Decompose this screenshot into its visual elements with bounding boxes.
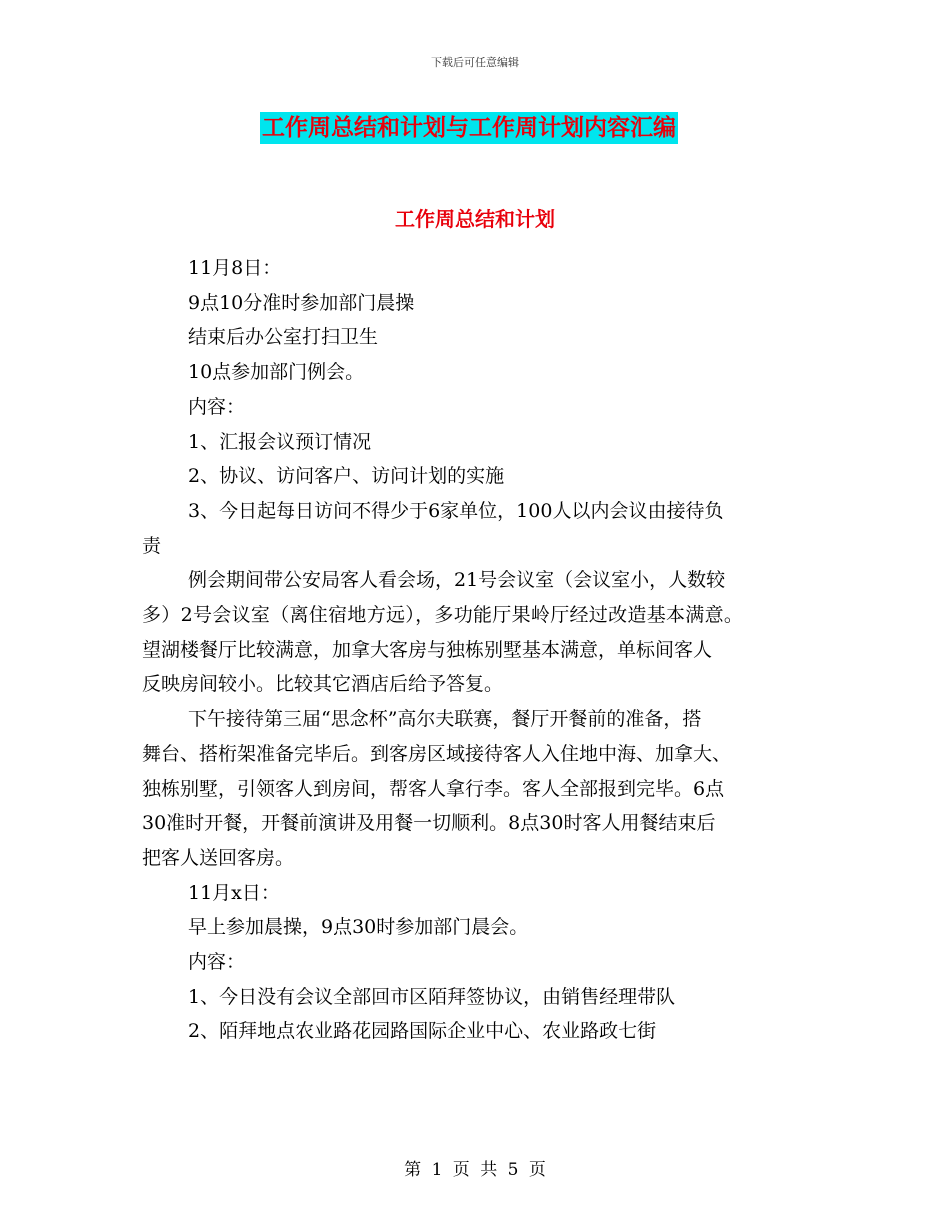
section-title: 工作周总结和计划: [395, 207, 555, 231]
paragraph-line: 望湖楼餐厅比较满意，加拿大客房与独栋别墅基本满意，单标间客人: [142, 638, 713, 661]
paragraph-morning-meeting: 早上参加晨操，9点30时参加部门晨会。: [188, 916, 529, 939]
list-item: 1、今日没有会议全部回市区陌拜签协议，由销售经理带队: [188, 985, 676, 1008]
paragraph-line: 30准时开餐，开餐前演讲及用餐一切顺利。8点30时客人用餐结束后: [142, 812, 716, 835]
paragraph-morning-exercise: 9点10分准时参加部门晨操: [188, 291, 415, 314]
paragraph-line: 下午接待第三届“思念杯”高尔夫联赛，餐厅开餐前的准备，搭: [188, 708, 702, 731]
paragraph-content-label-1: 内容：: [188, 395, 246, 418]
paragraph-department-meeting: 10点参加部门例会。: [188, 361, 365, 384]
list-item: 2、协议、访问客户、访问计划的实施: [188, 465, 505, 488]
paragraph-line: 独栋别墅，引领客人到房间，帮客人拿行李。客人全部报到完毕。6点: [142, 777, 725, 800]
paragraph-line: 多）2号会议室（离住宿地方远），多功能厅果岭厅经过改造基本满意。: [142, 604, 744, 627]
document-body: [142, 251, 832, 1049]
list-item: 2、陌拜地点农业路花园路国际企业中心、农业路政七街: [188, 1020, 657, 1043]
document-title: 工作周总结和计划与工作周计划内容汇编: [260, 112, 678, 144]
list-item: 1、汇报会议预订情况: [188, 430, 372, 453]
list-item: 3、今日起每日访问不得少于6家单位，100人以内会议由接待负: [188, 499, 724, 522]
paragraph-line: 反映房间较小。比较其它酒店后给予答复。: [142, 673, 504, 696]
page-indicator: 第 1 页 共 5 页: [404, 1160, 546, 1180]
paragraph-content-label-2: 内容：: [188, 951, 246, 974]
paragraph-date-2: 11月x日：: [188, 881, 280, 904]
paragraph-office-cleaning: 结束后办公室打扫卫生: [188, 326, 379, 349]
list-item-continuation: 责: [142, 534, 162, 557]
paragraph-date-1: 11月8日：: [188, 257, 282, 279]
paragraph-line: 舞台、搭桁架准备完毕后。到客房区域接待客人入住地中海、加拿大、: [142, 742, 732, 765]
paragraph-line: 把客人送回客房。: [142, 846, 295, 869]
header-note: 下载后可任意编辑: [431, 56, 519, 69]
paragraph-line: 例会期间带公安局客人看会场，21号会议室（会议室小，人数较: [188, 569, 726, 592]
